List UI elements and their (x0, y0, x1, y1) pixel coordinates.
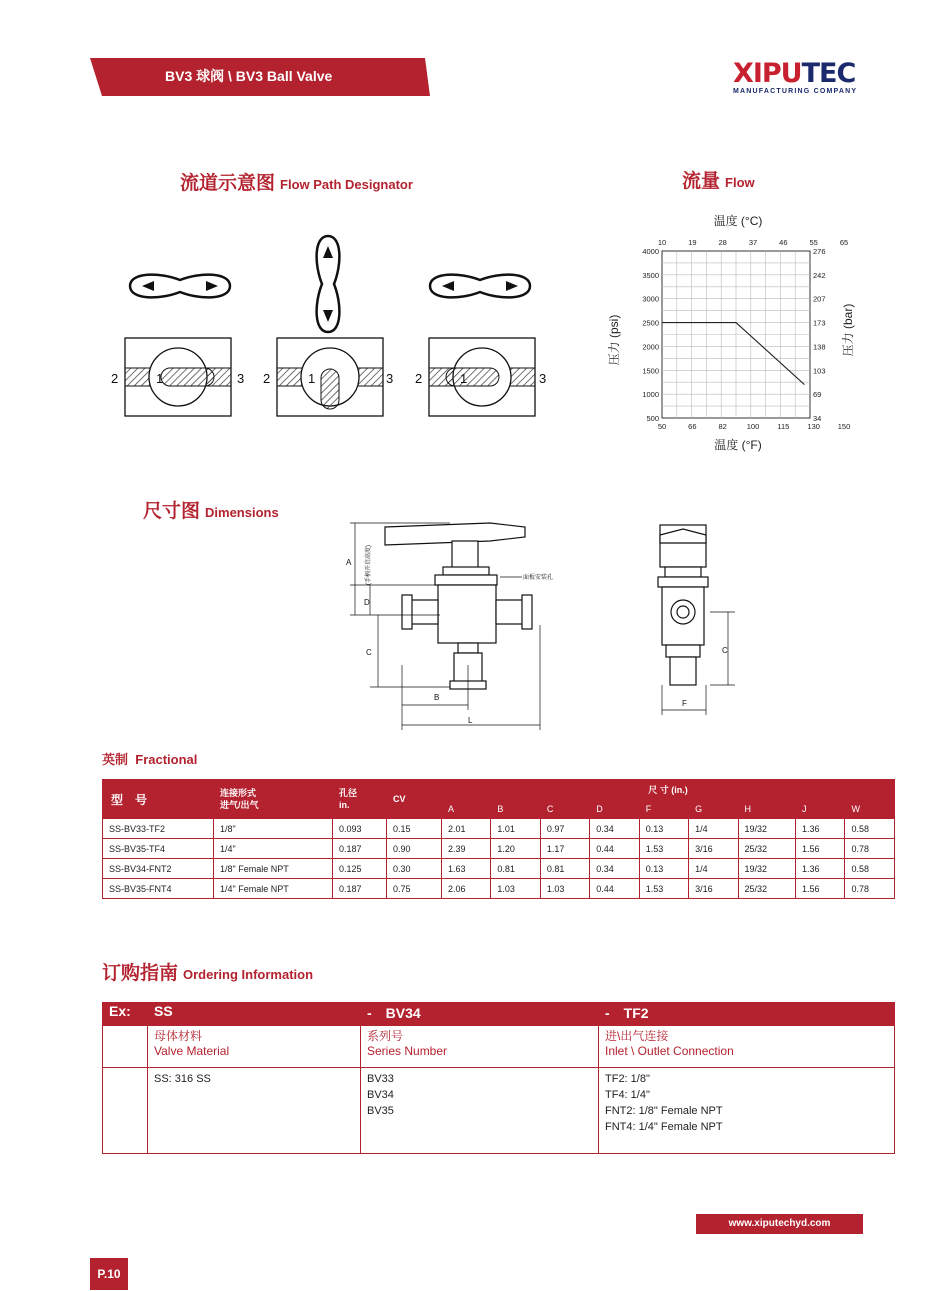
dim-label-c: C (366, 648, 372, 657)
table-cell: 19/32 (738, 819, 796, 839)
table-cell: 0.90 (387, 839, 442, 859)
x-bottom-tick: 115 (777, 422, 790, 431)
y-right-tick: 276 (813, 247, 826, 256)
handle-note: (手柄开启高度) (366, 545, 372, 585)
dim-label-f: F (682, 699, 687, 708)
dimension-drawing (340, 515, 750, 740)
table-cell: 0.78 (845, 879, 895, 899)
material-item: SS: 316 SS (154, 1073, 211, 1085)
table-row (103, 879, 895, 899)
port-label: 2 (111, 371, 119, 386)
table-cell: 1/8" (214, 819, 333, 839)
table-cell: 0.58 (845, 859, 895, 879)
x-bottom-tick: 66 (688, 422, 697, 431)
x-top-tick: 37 (748, 238, 758, 247)
dimensions-title: 尺寸图 Dimensions (143, 501, 279, 522)
page-number: P.10 (90, 1258, 128, 1290)
y-left-tick: 4000 (642, 247, 659, 256)
table-cell: 1.56 (796, 879, 845, 899)
connection-item: TF2: 1/8" (605, 1073, 650, 1085)
header-title: BV3 球阀 \ BV3 Ball Valve (165, 68, 333, 84)
y-right-tick: 138 (813, 342, 826, 352)
x-bottom-tick: 82 (718, 422, 727, 431)
table-cell: 0.093 (333, 819, 387, 839)
handle-horizontal-icon (130, 275, 230, 298)
flow-path-title: 流道示意图 Flow Path Designator (180, 173, 413, 194)
table-cell: 1.53 (639, 839, 688, 859)
table-cell: 0.78 (845, 839, 895, 859)
x-top-tick: 46 (779, 238, 788, 247)
x-top-tick: 65 (839, 238, 849, 247)
col-dims: 尺 寸 (in.) (442, 780, 895, 799)
port-label: 3 (386, 371, 394, 386)
table-cell: 0.13 (639, 819, 688, 839)
series-item: BV34 (367, 1089, 394, 1101)
y-right-tick: 69 (813, 390, 822, 400)
x-bottom-tick: 50 (657, 422, 667, 431)
table-cell: SS-BV34-FNT2 (103, 859, 214, 879)
x-bottom-tick: 130 (807, 422, 820, 431)
table-cell: SS-BV33-TF2 (103, 819, 214, 839)
port-label: 1 (156, 371, 164, 386)
table-cell: 1.01 (491, 819, 540, 839)
table-cell: 0.187 (333, 879, 387, 899)
y-left-tick: 500 (646, 414, 659, 423)
table-cell: 25/32 (738, 879, 796, 899)
flow-title: 流量 Flow (682, 171, 755, 192)
company-logo: XIPUTEC MANUFACTURING COMPANY (733, 58, 858, 95)
x-bottom-tick: 100 (746, 422, 760, 431)
dim-label-b: B (434, 693, 440, 702)
table-cell: 1/8" Female NPT (214, 859, 333, 879)
port-label: 3 (237, 371, 245, 386)
chart-x-bottom-label: 温度 (°F) (714, 438, 762, 452)
col-orifice: 孔径 in. (333, 780, 387, 819)
port-label: 2 (263, 371, 271, 386)
port-label: 1 (308, 371, 316, 386)
port-label: 1 (460, 371, 468, 386)
spec-table (102, 779, 895, 899)
y-left-tick: 2000 (642, 342, 659, 352)
table-cell: 1.17 (540, 839, 589, 859)
table-cell: SS-BV35-FNT4 (103, 879, 214, 899)
table-cell: 0.187 (333, 839, 387, 859)
table-cell: 0.34 (590, 819, 639, 839)
valve-body-3 (429, 338, 535, 416)
dims-header-row: A B C D F G H J W (103, 799, 895, 819)
y-left-tick: 1000 (642, 390, 659, 400)
handle-horizontal-icon (430, 275, 530, 298)
table-cell: 0.125 (333, 859, 387, 879)
chart-y-right-label: 压力 (bar) (841, 303, 855, 357)
y-right-tick: 242 (813, 270, 826, 280)
table-cell: 1.03 (540, 879, 589, 899)
table-cell: 0.58 (845, 819, 895, 839)
x-bottom-tick: 150 (837, 422, 851, 431)
table-cell: 2.01 (442, 819, 491, 839)
y-right-tick: 173 (813, 318, 826, 328)
table-row (103, 859, 895, 879)
dim-label-c2: C (722, 646, 728, 655)
table-cell: 0.97 (540, 819, 589, 839)
table-cell: 0.13 (639, 859, 688, 879)
x-top-tick: 28 (718, 238, 727, 247)
table-cell: 1.36 (796, 819, 845, 839)
table-cell: 1.36 (796, 859, 845, 879)
port-label: 2 (415, 371, 423, 386)
table-row (103, 839, 895, 859)
table-cell: SS-BV35-TF4 (103, 839, 214, 859)
fractional-title: 英制 Fractional (102, 752, 198, 767)
ordering-table: Ex: SS - BV34 - TF2 母体材料 Valve Material 系列号 Series Number 进\出气连接 Inlet \ Outlet Connection SS: 316 SS BV33 BV34 BV35 TF2: 1/8" TF4: 1/4" FNT2: 1/8" Female NPT FNT4: 1/4" Female NPT (102, 1002, 895, 1154)
table-cell: 1.03 (491, 879, 540, 899)
table-cell: 1/4" (214, 839, 333, 859)
valve-body-1 (125, 338, 231, 416)
table-cell: 1/4" Female NPT (214, 879, 333, 899)
table-cell: 0.30 (387, 859, 442, 879)
table-cell: 2.06 (442, 879, 491, 899)
y-left-tick: 1500 (642, 366, 659, 376)
connection-item: FNT2: 1/8" Female NPT (605, 1105, 723, 1117)
series-item: BV33 (367, 1073, 394, 1085)
dim-label-d: D (364, 598, 370, 607)
x-top-tick: 19 (688, 238, 697, 247)
connection-item: TF4: 1/4" (605, 1089, 650, 1101)
table-cell: 1/4 (689, 859, 738, 879)
table-cell: 0.81 (491, 859, 540, 879)
handle-vertical-icon (317, 236, 340, 332)
table-cell: 0.75 (387, 879, 442, 899)
dim-label-l: L (468, 716, 473, 725)
x-top-tick: 55 (809, 238, 818, 247)
table-cell: 2.39 (442, 839, 491, 859)
y-right-tick: 34 (813, 414, 822, 423)
table-cell: 0.34 (590, 859, 639, 879)
y-left-tick: 2500 (642, 318, 659, 328)
table-cell: 1.63 (442, 859, 491, 879)
panel-note: 面板安装孔 (523, 575, 554, 581)
x-top-tick: 10 (657, 238, 667, 247)
table-cell: 0.44 (590, 879, 639, 899)
col-cv: CV (387, 780, 442, 819)
table-cell: 1.53 (639, 879, 688, 899)
table-cell: 1/4 (689, 819, 738, 839)
y-left-tick: 3500 (642, 270, 659, 280)
table-cell: 0.44 (590, 839, 639, 859)
ordering-title: 订购指南 Ordering Information (102, 963, 314, 984)
y-left-tick: 3000 (642, 294, 659, 304)
y-right-tick: 207 (813, 294, 826, 304)
table-cell: 3/16 (689, 879, 738, 899)
dim-label-a: A (346, 558, 352, 567)
chart-x-top-label: 温度 (°C) (713, 214, 763, 228)
y-right-tick: 103 (813, 366, 826, 376)
col-model: 型 号 (103, 780, 214, 819)
flow-chart (600, 205, 870, 460)
series-item: BV35 (367, 1105, 394, 1117)
col-conn: 连接形式 进气/出气 (214, 780, 333, 819)
table-cell: 1.20 (491, 839, 540, 859)
valve-body-2 (277, 338, 383, 416)
table-cell: 0.15 (387, 819, 442, 839)
table-cell: 25/32 (738, 839, 796, 859)
chart-y-left-label: 压力 (psi) (607, 314, 621, 366)
table-cell: 0.81 (540, 859, 589, 879)
flow-path-diagram (100, 228, 560, 428)
port-label: 3 (539, 371, 547, 386)
table-cell: 3/16 (689, 839, 738, 859)
connection-item: FNT4: 1/4" Female NPT (605, 1121, 723, 1133)
table-cell: 19/32 (738, 859, 796, 879)
table-cell: 1.56 (796, 839, 845, 859)
table-row (103, 819, 895, 839)
footer-url[interactable]: www.xiputechyd.com (696, 1214, 863, 1234)
